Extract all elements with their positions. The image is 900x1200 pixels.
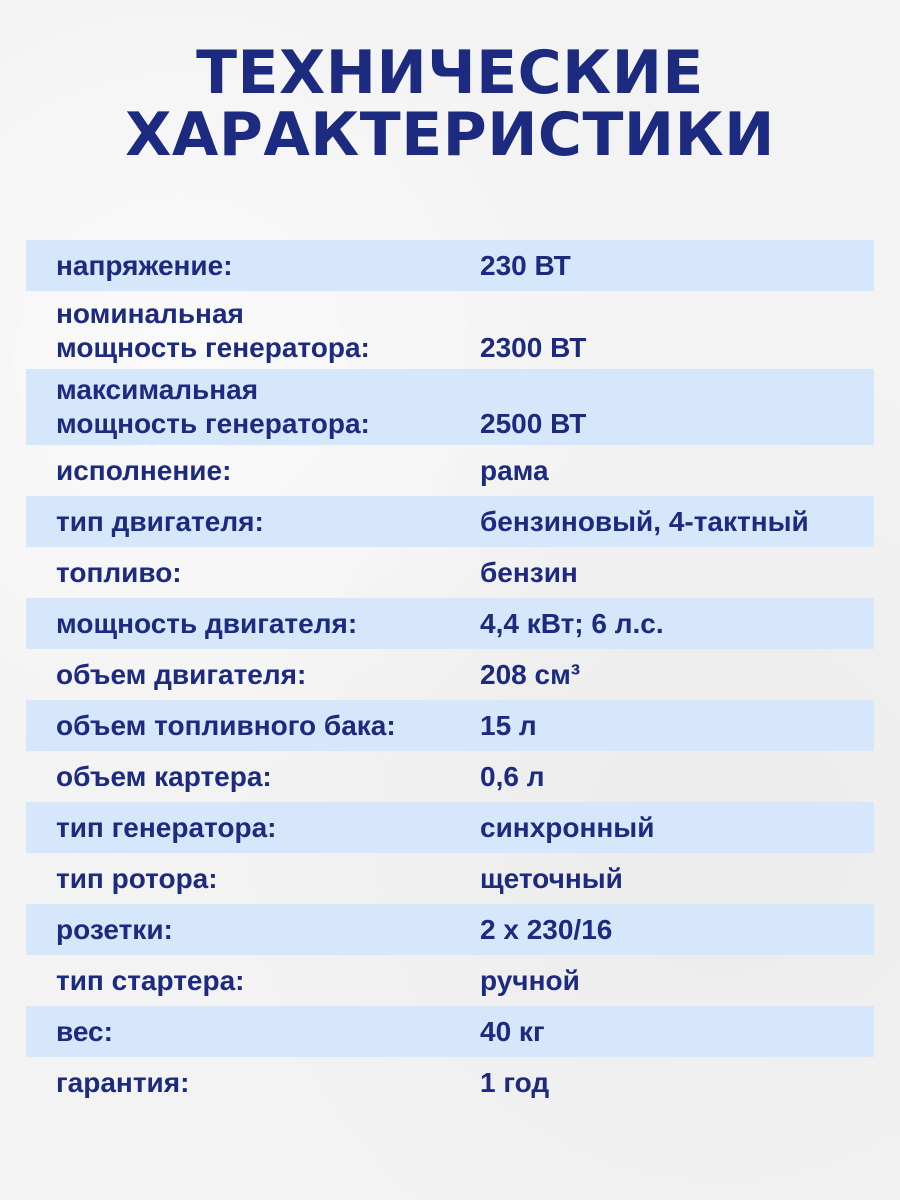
spec-row-sockets	[26, 904, 874, 955]
spec-label: объем двигателя:	[56, 658, 307, 690]
spec-label: напряжение:	[56, 249, 233, 281]
spec-row-tank-volume	[26, 700, 874, 751]
spec-label: тип генератора:	[56, 811, 277, 843]
spec-row-rated-power	[26, 293, 874, 369]
spec-value: 4,4 кВт; 6 л.с.	[480, 607, 664, 639]
spec-label: номинальная мощность генератора:	[56, 298, 370, 363]
spec-value: рама	[480, 454, 549, 486]
spec-value: 2 х 230/16	[480, 913, 613, 945]
spec-row-engine-type	[26, 496, 874, 547]
spec-label: тип ротора:	[56, 862, 218, 894]
spec-value: синхронный	[480, 811, 655, 843]
spec-value: бензиновый, 4-тактный	[480, 505, 809, 537]
spec-value: щеточный	[480, 862, 623, 894]
spec-row-engine-power	[26, 598, 874, 649]
specs-table	[26, 240, 874, 1108]
spec-value: 208 см³	[480, 658, 581, 690]
spec-row-max-power	[26, 369, 874, 445]
spec-label: вес:	[56, 1015, 113, 1047]
spec-value: 2300 ВТ	[480, 332, 587, 363]
spec-label: максимальная мощность генератора:	[56, 374, 370, 439]
spec-value: 0,6 л	[480, 760, 545, 792]
spec-value: 15 л	[480, 709, 537, 741]
spec-value: 2500 ВТ	[480, 408, 587, 439]
spec-label: тип двигателя:	[56, 505, 264, 537]
spec-value: бензин	[480, 556, 578, 588]
page-title	[0, 38, 900, 170]
spec-row-voltage	[26, 240, 874, 291]
spec-label: мощность двигателя:	[56, 607, 358, 639]
spec-value: 1 год	[480, 1066, 550, 1098]
spec-value: 230 ВТ	[480, 249, 571, 281]
title-line-1: ТЕХНИЧЕСКИЕ	[196, 38, 704, 108]
spec-label: гарантия:	[56, 1066, 190, 1098]
title-line-2: ХАРАКТЕРИСТИКИ	[125, 100, 775, 170]
spec-row-engine-volume	[26, 649, 874, 700]
spec-label: исполнение:	[56, 454, 232, 486]
spec-label: розетки:	[56, 913, 173, 945]
spec-row-generator-type	[26, 802, 874, 853]
spec-value: 40 кг	[480, 1015, 545, 1047]
spec-row-warranty	[26, 1057, 874, 1108]
spec-row-crankcase-volume	[26, 751, 874, 802]
spec-label: тип стартера:	[56, 964, 245, 996]
spec-row-rotor-type	[26, 853, 874, 904]
spec-row-starter-type	[26, 955, 874, 1006]
spec-value: ручной	[480, 964, 580, 996]
spec-row-design	[26, 445, 874, 496]
spec-row-fuel	[26, 547, 874, 598]
spec-label: объем топливного бака:	[56, 709, 396, 741]
spec-row-weight	[26, 1006, 874, 1057]
spec-label: объем картера:	[56, 760, 272, 792]
spec-label: топливо:	[56, 556, 182, 588]
